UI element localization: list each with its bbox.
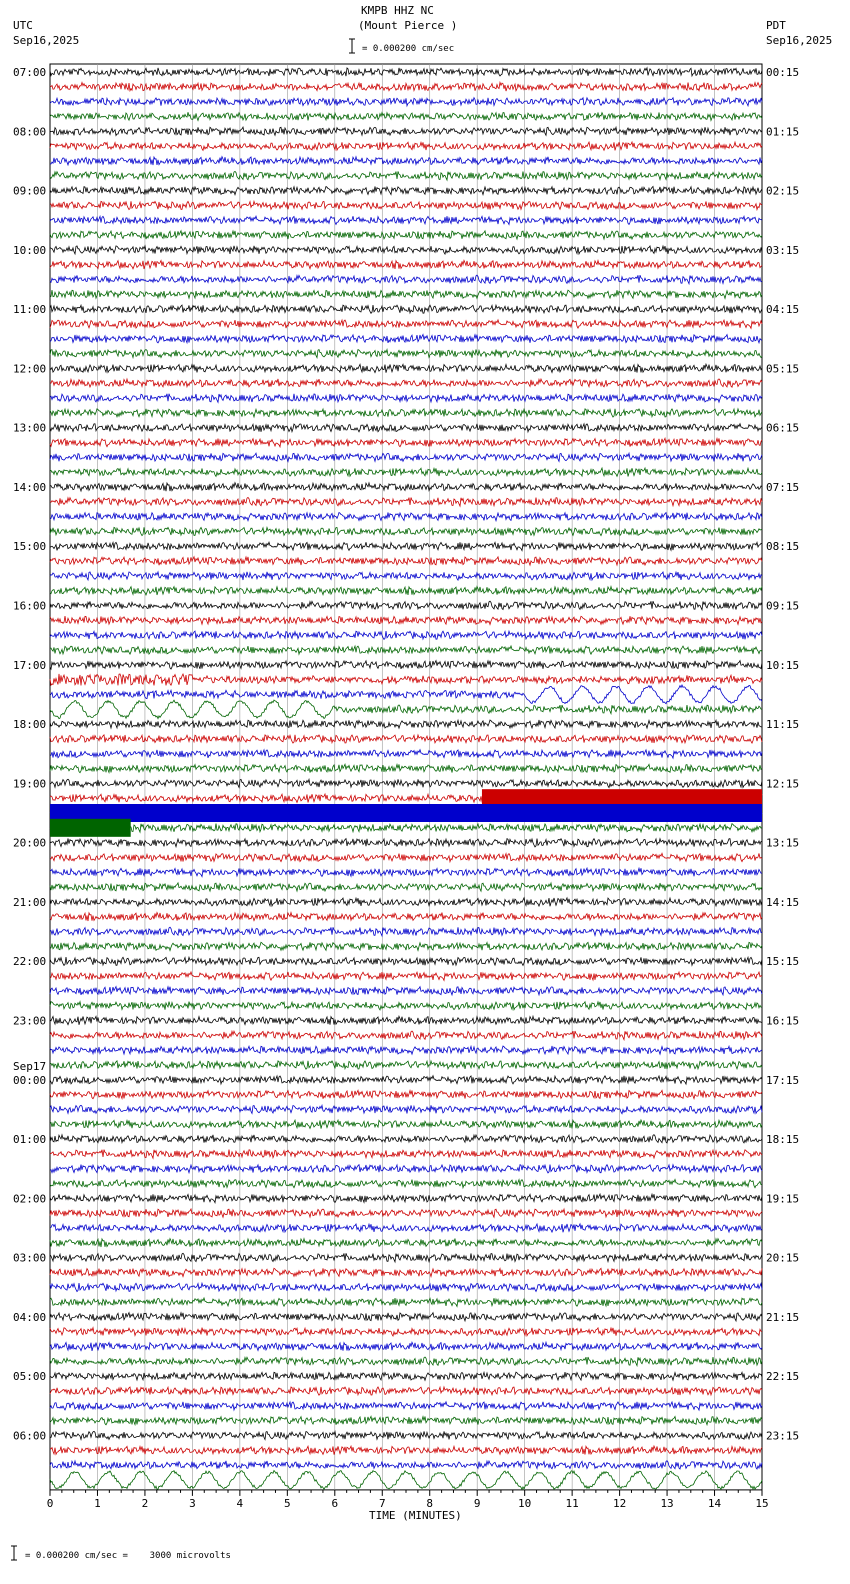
utc-hour-label: 03:00 [13, 1251, 47, 1265]
saturated-signal [50, 804, 762, 822]
seismic-trace [50, 1431, 762, 1439]
seismic-trace [50, 661, 762, 670]
seismic-trace [50, 883, 762, 891]
seismic-trace [50, 1135, 762, 1143]
utc-hour-label: 20:00 [13, 836, 47, 850]
seismic-trace [50, 1239, 762, 1248]
utc-hour-label: 23:00 [13, 1014, 47, 1028]
seismic-trace [50, 483, 762, 492]
right-timezone: PDT [766, 19, 786, 32]
seismic-trace [50, 1416, 762, 1424]
seismic-trace [50, 1090, 762, 1098]
seismic-trace [50, 750, 762, 758]
x-tick-label: 11 [565, 1496, 579, 1510]
seismic-trace [50, 1046, 762, 1054]
seismic-trace [50, 187, 762, 195]
pdt-hour-label: 06:15 [766, 421, 800, 435]
seismic-trace [50, 1031, 762, 1040]
x-tick-label: 14 [707, 1496, 722, 1510]
seismic-trace [50, 83, 762, 92]
utc-hour-label: 17:00 [13, 658, 47, 672]
seismic-trace [50, 409, 762, 417]
utc-hour-label: 11:00 [13, 303, 47, 317]
pdt-hour-label: 18:15 [766, 1133, 800, 1147]
seismic-trace [50, 216, 762, 224]
seismic-trace [50, 1150, 762, 1159]
seismic-trace [50, 290, 762, 298]
x-tick-label: 6 [331, 1496, 339, 1510]
seismic-trace [50, 1253, 762, 1262]
utc-hour-label: 02:00 [13, 1192, 47, 1206]
seismic-trace [50, 616, 762, 624]
pdt-hour-label: 17:15 [766, 1073, 800, 1087]
seismic-trace [50, 497, 762, 506]
x-tick-label: 2 [141, 1496, 149, 1510]
seismic-trace [50, 674, 762, 686]
seismic-trace [50, 305, 762, 313]
utc-hour-label: 05:00 [13, 1370, 47, 1384]
seismic-trace [50, 1194, 762, 1203]
seismic-trace [50, 557, 762, 565]
seismic-trace [50, 350, 762, 358]
pdt-hour-label: 05:15 [766, 362, 800, 376]
pdt-hour-label: 19:15 [766, 1192, 800, 1206]
station-title: KMPB HHZ NC [361, 4, 434, 17]
x-tick-label: 15 [755, 1496, 769, 1510]
seismic-trace [50, 720, 762, 728]
seismic-trace [50, 942, 762, 950]
seismic-trace [50, 601, 762, 610]
seismic-trace [50, 631, 762, 639]
seismic-trace [50, 957, 762, 965]
x-tick-label: 5 [284, 1496, 291, 1510]
seismic-trace [50, 231, 762, 239]
utc-hour-label: 08:00 [13, 125, 47, 139]
utc-hour-label: 09:00 [13, 184, 47, 198]
seismic-trace [50, 824, 762, 833]
seismic-trace [50, 527, 762, 535]
seismic-trace [50, 335, 762, 343]
seismic-trace [50, 513, 762, 521]
seismic-trace [50, 1076, 762, 1084]
seismic-trace [50, 275, 762, 284]
seismic-trace [50, 1402, 762, 1410]
pdt-hour-label: 09:15 [766, 599, 800, 613]
site-name: (Mount Pierce ) [358, 19, 458, 32]
seismic-trace [50, 1061, 762, 1069]
left-timezone: UTC [13, 19, 33, 32]
seismic-trace [50, 468, 762, 476]
seismic-trace [50, 379, 762, 387]
utc-hour-label: 00:00 [13, 1073, 47, 1087]
seismic-trace [50, 1372, 762, 1380]
pdt-hour-label: 11:15 [766, 718, 800, 732]
x-tick-label: 8 [426, 1496, 434, 1510]
seismic-trace [50, 1387, 762, 1395]
pdt-hour-label: 00:15 [766, 66, 800, 79]
seismic-trace [50, 1016, 762, 1025]
seismic-trace [50, 438, 762, 447]
pdt-hour-label: 01:15 [766, 125, 800, 139]
left-date: Sep16,2025 [13, 34, 80, 47]
plot-frame [50, 64, 762, 1490]
seismic-trace [50, 700, 762, 719]
x-tick-label: 4 [236, 1496, 244, 1510]
utc-hour-label: 10:00 [13, 243, 47, 257]
seismic-trace [50, 779, 762, 787]
pdt-hour-label: 03:15 [766, 243, 800, 257]
utc-hour-label: 14:00 [13, 480, 47, 494]
pdt-hour-label: 14:15 [766, 895, 800, 909]
seismic-trace [50, 1298, 762, 1306]
seismic-trace [50, 1120, 762, 1129]
pdt-hour-label: 22:15 [766, 1370, 800, 1384]
seismic-trace [50, 1224, 762, 1232]
utc-hour-label: 15:00 [13, 540, 47, 554]
seismic-trace [50, 453, 762, 461]
seismic-trace [50, 424, 762, 432]
seismic-trace [50, 1283, 762, 1291]
seismic-trace [50, 201, 762, 209]
x-axis-title: TIME (MINUTES) [369, 1509, 462, 1522]
pdt-hour-label: 07:15 [766, 480, 800, 494]
pdt-hour-label: 16:15 [766, 1014, 800, 1028]
utc-hour-label: 18:00 [13, 718, 47, 732]
x-tick-label: 3 [189, 1496, 196, 1510]
x-tick-label: 12 [612, 1496, 627, 1510]
seismic-trace [50, 987, 762, 995]
seismic-trace [50, 1461, 762, 1469]
pdt-hour-label: 04:15 [766, 303, 800, 317]
seismic-trace [50, 735, 762, 743]
seismic-trace [50, 127, 762, 135]
seismic-trace [50, 839, 762, 847]
utc-hour-label: 01:00 [13, 1133, 47, 1147]
seismic-trace [50, 913, 762, 922]
seismic-trace [50, 112, 762, 120]
utc-hour-label: 19:00 [13, 777, 47, 791]
seismic-trace [50, 260, 762, 269]
footer-scale-note: = 0.000200 cm/sec = 3000 microvolts [25, 1551, 231, 1561]
seismic-trace [50, 1209, 762, 1217]
pdt-hour-label: 02:15 [766, 184, 800, 198]
seismic-trace [50, 246, 762, 254]
seismic-trace [50, 646, 762, 654]
seismic-trace [50, 586, 762, 595]
seismic-trace [50, 98, 762, 106]
x-tick-label: 13 [660, 1496, 674, 1510]
seismic-trace [50, 898, 762, 906]
utc-hour-label: 07:00 [13, 66, 47, 79]
seismic-trace [50, 685, 762, 704]
right-date: Sep16,2025 [766, 34, 833, 47]
seismic-trace [50, 853, 762, 861]
seismic-trace [50, 1446, 762, 1455]
seismic-trace [50, 1328, 762, 1336]
seismic-trace [50, 572, 762, 580]
footer-scale-bar-icon [11, 1546, 17, 1560]
seismic-trace [50, 1268, 762, 1276]
seismic-trace [50, 142, 762, 150]
seismic-trace [50, 972, 762, 980]
date-change-label: Sep17 [13, 1059, 47, 1073]
seismic-trace [50, 1180, 762, 1188]
seismic-trace [50, 542, 762, 550]
seismic-trace [50, 1165, 762, 1173]
utc-hour-label: 22:00 [13, 955, 47, 969]
seismic-trace [50, 68, 762, 76]
seismic-trace [50, 1357, 762, 1366]
seismic-trace [50, 1313, 762, 1321]
x-tick-label: 0 [46, 1496, 54, 1510]
saturated-signal [50, 819, 131, 837]
x-tick-label: 9 [473, 1496, 481, 1510]
seismic-trace [50, 171, 762, 180]
seismic-trace [50, 394, 762, 403]
x-tick-label: 1 [94, 1496, 101, 1510]
seismic-trace [50, 764, 762, 772]
scale-label: = 0.000200 cm/sec [362, 44, 455, 54]
x-tick-label: 7 [378, 1496, 386, 1510]
utc-hour-label: 16:00 [13, 599, 47, 613]
utc-hour-label: 06:00 [13, 1429, 47, 1443]
seismic-trace [50, 320, 762, 328]
pdt-hour-label: 12:15 [766, 777, 800, 791]
pdt-hour-label: 23:15 [766, 1429, 800, 1443]
utc-hour-label: 13:00 [13, 421, 47, 435]
utc-hour-label: 12:00 [13, 362, 47, 376]
seismic-trace [50, 1105, 762, 1113]
utc-hour-label: 21:00 [13, 895, 47, 909]
utc-hour-label: 04:00 [13, 1310, 47, 1324]
pdt-hour-label: 20:15 [766, 1251, 800, 1265]
pdt-hour-label: 10:15 [766, 658, 800, 672]
seismic-trace [50, 1342, 762, 1351]
scale-bar-icon [349, 39, 355, 53]
seismic-trace [50, 1002, 762, 1010]
seismic-trace [50, 364, 762, 373]
seismic-trace [50, 1471, 762, 1490]
pdt-hour-label: 13:15 [766, 836, 800, 850]
pdt-hour-label: 15:15 [766, 955, 800, 969]
seismic-trace [50, 927, 762, 936]
seismic-trace [50, 868, 762, 877]
x-tick-label: 10 [518, 1496, 532, 1510]
pdt-hour-label: 21:15 [766, 1310, 800, 1324]
pdt-hour-label: 08:15 [766, 540, 800, 554]
seismic-trace [50, 157, 762, 166]
